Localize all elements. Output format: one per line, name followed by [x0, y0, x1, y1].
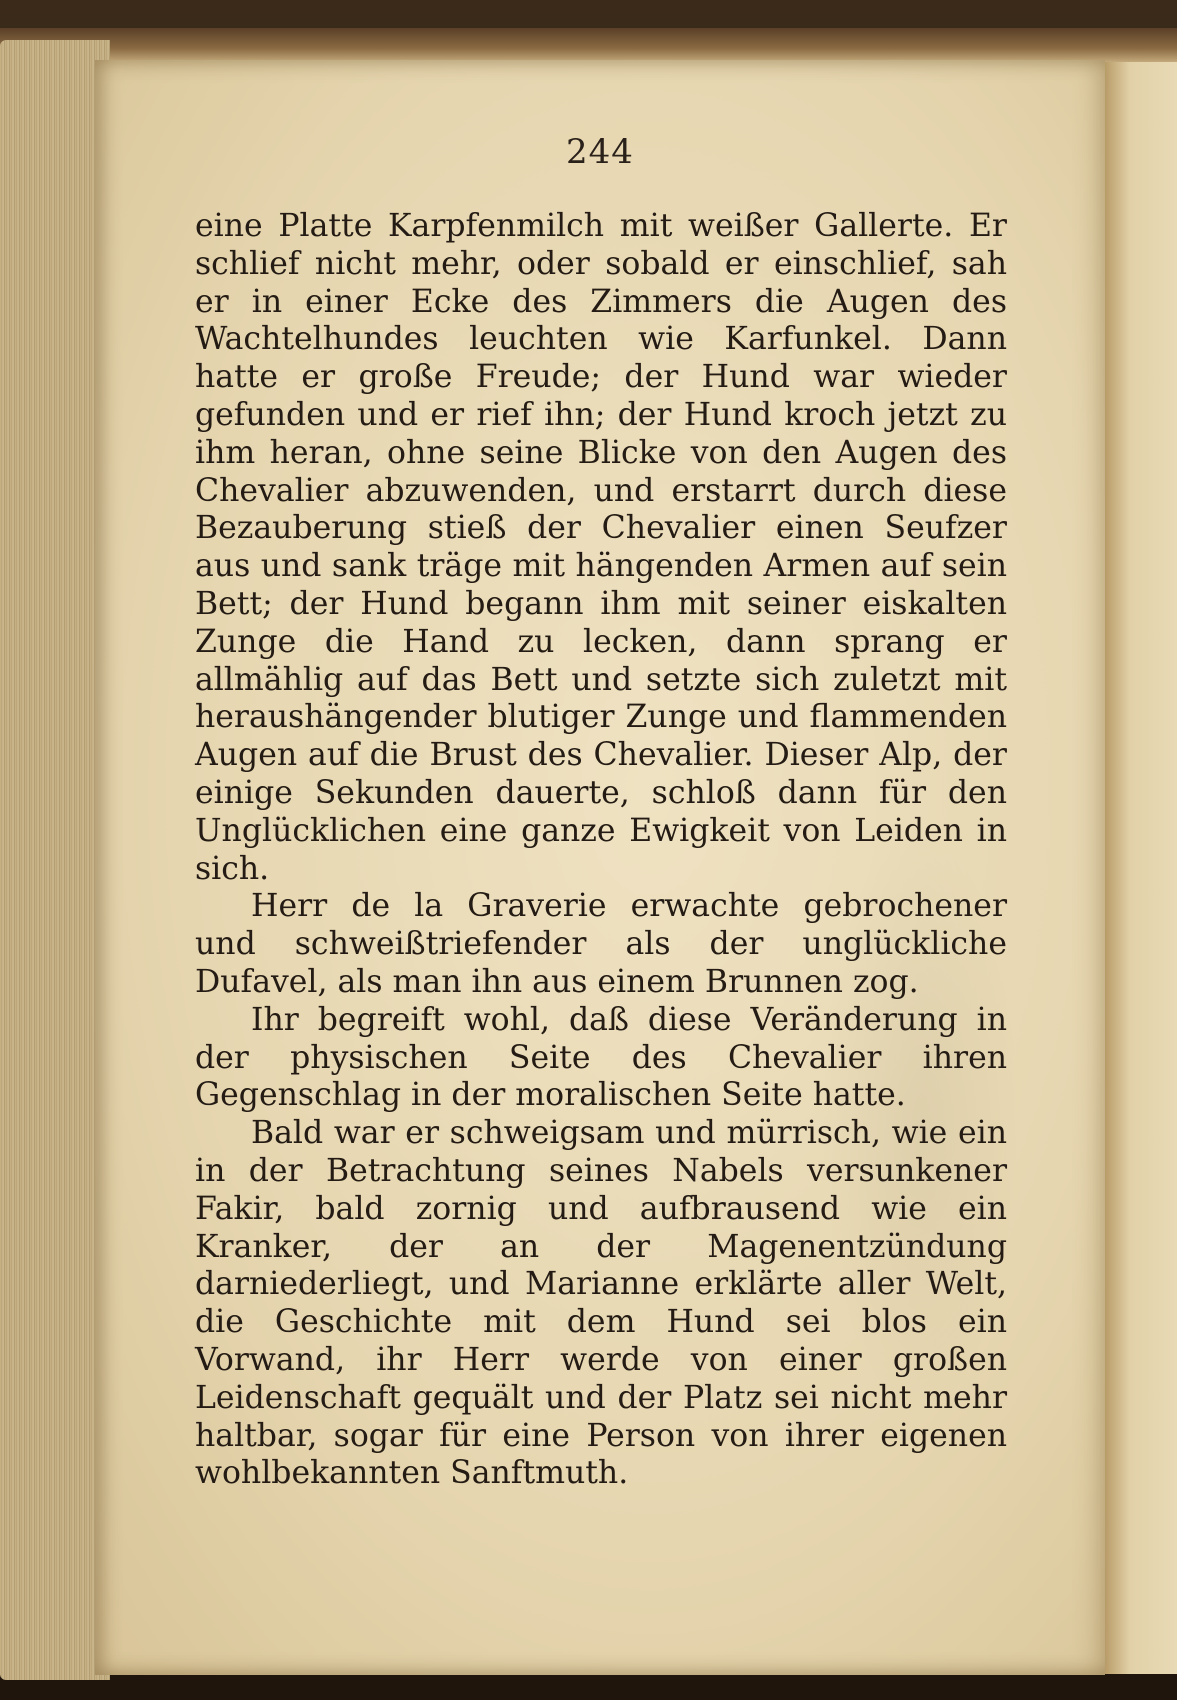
- facing-page-edge: [1105, 62, 1177, 1674]
- paragraph-4: Bald war er schweigsam und mürrisch, wie ein in der Betrachtung seines Nabels versunkener Fakir, bald zornig und aufbrausend wie ein Kranker, der an der Magenentzündung darniederliegt, und Marianne erklärte aller Welt, die Geschichte mit dem Hund sei blos ein Vorwand, ihr Herr werde von einer großen Leidenschaft gequält und der Platz sei nicht mehr haltbar, sogar für eine Person von ihrer eigenen wohlbekannten Sanftmuth.: [195, 1115, 1007, 1492]
- paragraph-2: Herr de la Graverie erwachte gebrochener und schweißtriefender als der unglückliche Dufavel, als man ihn aus einem Brunnen zog.: [195, 888, 1007, 1000]
- page-number: 244: [566, 132, 634, 172]
- page-stack-edges: [0, 40, 110, 1680]
- page-text-block: [195, 208, 1007, 1493]
- paragraph-3: Ihr begreift wohl, daß diese Veränderung in der physischen Seite des Chevalier ihren Gegenschlag in der moralischen Seite hatte.: [195, 1001, 1007, 1114]
- paragraph-1: eine Platte Karpfenmilch mit weißer Gallerte. Er schlief nicht mehr, oder sobald er einschlief, sah er in einer Ecke des Zimmers die Augen des Wachtelhundes leuchten wie Karfunkel. Dann hatte er große Freude; der Hund war wieder gefunden und er rief ihn; der Hund kroch jetzt zu ihm heran, ohne seine Blicke von den Augen des Chevalier abzuwenden, und erstarrt durch diese Bezauberung stieß der Chevalier einen Seufzer aus und sank träge mit hängenden Armen auf sein Bett; der Hund begann ihm mit seiner eiskalten Zunge die Hand zu lecken, dann sprang er allmählig auf das Bett und setzte sich zuletzt mit heraushängender blutiger Zunge und flammenden Augen auf die Brust des Chevalier. Dieser Alp, der einige Sekunden dauerte, schloß dann für den Unglücklichen eine ganze Ewigkeit von Leiden in sich.: [195, 208, 1007, 887]
- book-top-edge: [0, 28, 1177, 62]
